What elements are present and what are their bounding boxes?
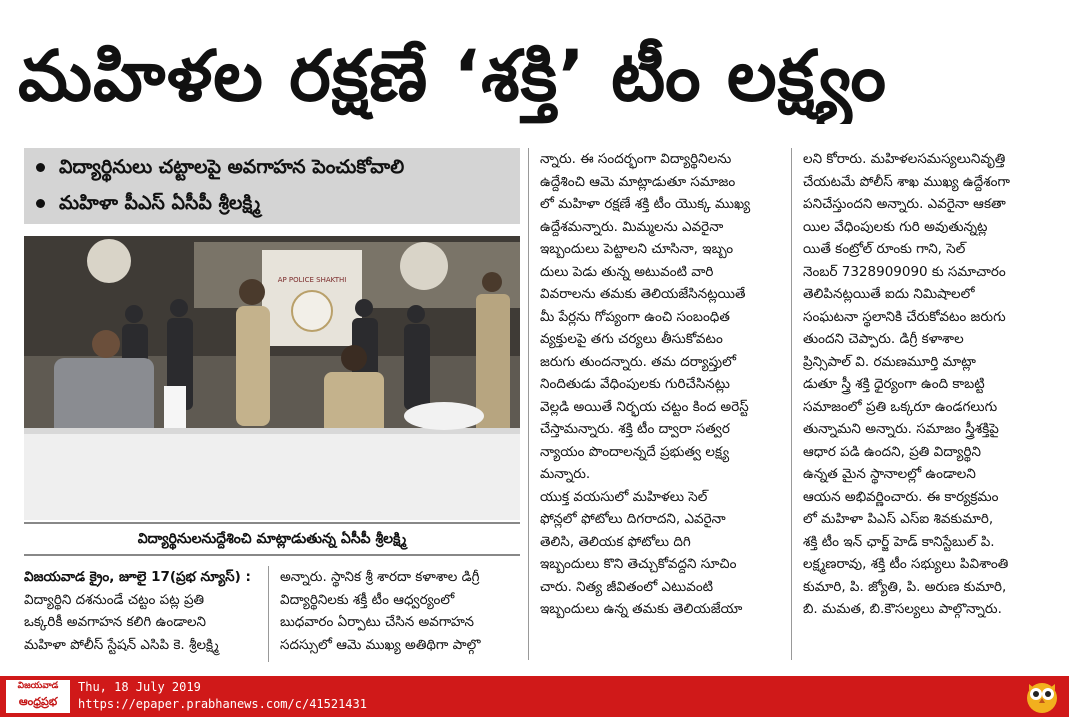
newspaper-logo[interactable] bbox=[6, 680, 70, 713]
article-line: యిల వేధింపులకు గురి అవుతున్నట్ల bbox=[803, 218, 988, 235]
article-line: డుతూ స్త్రీ శక్తి ధైర్యంగా ఉంది కాబట్టి bbox=[803, 376, 985, 392]
article-line: దులు పెడు తున్న అటువంటి వారి bbox=[540, 263, 714, 280]
article-line: వ్యక్తులపై తగు చర్యలు తీసుకోవటం bbox=[540, 331, 723, 347]
article-line: బి. మమత, బి.కౌసల్యలు పాల్గొన్నారు. bbox=[803, 601, 1002, 617]
subhead-text: మహిళా పీఎస్ ఏసీపీ శ్రీలక్ష్మి bbox=[59, 192, 261, 214]
article-line: లో మహిళా రక్షణే శక్తి టీం యొక్క ముఖ్య bbox=[540, 196, 751, 212]
bullet-dot-icon bbox=[36, 199, 45, 208]
article-line: అన్నారు. స్థానిక శ్రీ శారదా కళాశాల డిగ్రీ bbox=[280, 569, 480, 585]
edition-date: Thu, 18 July 2019 bbox=[78, 680, 201, 694]
article-column bbox=[803, 148, 1047, 660]
article-line: సదస్సులో ఆమె ముఖ్య అతిథిగా పాల్గొ bbox=[280, 636, 481, 653]
article-line: సంఘటనా స్థలానికి చేరుకోవటం జరుగు bbox=[803, 308, 1006, 325]
article-line: మన్నారు. bbox=[540, 466, 591, 482]
article-line: మీ పేర్లను గోప్యంగా ఉంచి సంబంధిత bbox=[540, 308, 730, 325]
headline: మహిళల రక్షణే ‘శక్తి’ టీం లక్ష్యం bbox=[18, 35, 887, 117]
logo-title: ఆంధ్రప్రభ bbox=[18, 695, 58, 708]
subhead-bullet bbox=[24, 186, 520, 220]
article-line: ఆయన అభివర్ణించారు. ఈ కార్యక్రమం bbox=[803, 488, 999, 505]
owl-icon[interactable] bbox=[1025, 678, 1059, 714]
article-line: నెంబర్ 7328909090 కు సమాచారం bbox=[803, 263, 1006, 280]
article-line: విద్యార్థిని దశనుండే చట్టం పట్ల ప్రతి bbox=[24, 591, 205, 608]
article-line: ఉన్నత మైన స్థానాలల్లో ఉండాలని bbox=[803, 466, 976, 482]
article-column bbox=[24, 566, 260, 662]
article-line: విద్యార్థినిలకు శక్తీ టీం ఆధ్వర్యంలో bbox=[280, 591, 455, 608]
article-line: న్యాయం పొందాలన్నదే ప్రభుత్వ లక్ష్య bbox=[540, 443, 730, 460]
article-line: తెలిసి, తెలియక ఫోటోలు దిగి bbox=[540, 533, 691, 550]
article-line: వివరాలను తమకు తెలియజేసినట్లయితే bbox=[540, 286, 746, 302]
epaper-footer bbox=[0, 676, 1069, 717]
article-line: నిందితుడు వేధింపులకు గురిచేసినట్లు bbox=[540, 376, 730, 392]
article-line: ఇబ్బందులు ఉన్న తమకు తెలియజేయా bbox=[540, 601, 743, 617]
article-line: బుధవారం ఏర్పాటు చేసిన అవగాహన bbox=[280, 614, 474, 630]
article-line: ఆధార పడి ఉందని, ప్రతి విద్యార్థిని bbox=[803, 443, 981, 460]
article-line: న్నారు. ఈ సందర్భంగా విద్యార్థినిలను bbox=[540, 151, 732, 167]
article-line: చారు. నిత్య జీవితంలో ఎటువంటి bbox=[540, 578, 714, 595]
article-line: ఇబ్బందులు కొని తెచ్చుకోవద్దని సూచిం bbox=[540, 556, 737, 572]
subhead-bullet bbox=[24, 150, 520, 184]
article-line: తుందని చెప్పారు. డిగ్రీ కళాశాల bbox=[803, 331, 964, 347]
article-line: ఒక్కరికీ అవగాహన కలిగి ఉండాలని bbox=[24, 614, 207, 630]
photo-caption: విద్యార్థినులనుద్దేశించి మాట్లాడుతున్న ఏసీపీ శ్రీలక్ష్మి bbox=[24, 522, 520, 556]
banner-text: AP POLICE SHAKTHI bbox=[277, 276, 347, 284]
article-line: యితే కంట్రోల్ రూంకు గాని, సెల్ bbox=[803, 241, 966, 257]
article-column bbox=[280, 566, 520, 662]
photo-illustration bbox=[24, 236, 520, 520]
subhead-box bbox=[24, 148, 520, 224]
subhead-text: విద్యార్థినులు చట్టాలపై అవగాహన పెంచుకోవాలి bbox=[59, 156, 405, 178]
article-line: జరుగు తుందన్నారు. తమ దర్యాప్తులో bbox=[540, 353, 736, 370]
article-line: ఉద్దేశమన్నారు. మిమ్మలను ఎవరైనా bbox=[540, 218, 724, 235]
article-line: మహిళా పోలీస్ స్టేషన్ ఎసిపి కె. శ్రీలక్ష్మి bbox=[24, 636, 219, 653]
article-line: శక్తి టీం ఇన్ ఛార్జ్ హెడ్ కానిస్టేబుల్ పి. bbox=[803, 533, 995, 550]
article-line: సమాజంలో ప్రతి ఒక్కరూ ఉండగలుగు bbox=[803, 398, 998, 415]
article-line: తెలిపినట్లయితే ఐదు నిమిషాలలో bbox=[803, 286, 975, 302]
article-line: యుక్త వయసులో మహిళలు సెల్ bbox=[540, 488, 708, 505]
clip-url[interactable]: https://epaper.prabhanews.com/c/41521431 bbox=[78, 697, 367, 711]
article-line: చేయటమే పోలీస్ శాఖ ముఖ్య ఉద్దేశంగా bbox=[803, 173, 1010, 190]
article-line: ప్రిన్సిపాల్ వి. రమణమూర్తి మాట్లా bbox=[803, 353, 976, 370]
article-line: చేస్తామన్నారు. శక్తి టీం ద్వారా సత్వర bbox=[540, 421, 730, 437]
article-line: కుమారి, పి. జ్యోతి, పి. అరుణ కుమారి, bbox=[803, 578, 1007, 595]
article-line: లని కోరారు. మహిళలసమస్యలునివృత్తి bbox=[803, 151, 1006, 167]
column-divider bbox=[268, 566, 269, 662]
column-divider bbox=[791, 148, 792, 660]
article-line: తున్నామని అన్నారు. సమాజం స్త్రీశక్తిపై bbox=[803, 421, 999, 437]
article-line: ఇబ్బందులు పెట్టాలని చూసినా, ఇబ్బం bbox=[540, 241, 734, 257]
article-line: ఫోన్లలో ఫోటోలు దిగరాదని, ఎవరైనా bbox=[540, 511, 726, 527]
article-line: ఉద్దేశించి ఆమె మాట్లాడుతూ సమాజం bbox=[540, 173, 736, 190]
article-line: వెల్లడి అయితే నిర్భయ చట్టం కింద అరెస్ట్ bbox=[540, 398, 749, 415]
column-divider bbox=[528, 148, 529, 660]
article-line: లక్ష్మణరావు, శక్తి టీం సభ్యులు పివిశాంతి bbox=[803, 556, 1009, 572]
news-photo bbox=[24, 236, 520, 520]
article-line: పనిచేస్తుందని అన్నారు. ఎవరైనా ఆకతా bbox=[803, 196, 1006, 212]
article-line: లో మహిళా పిఎస్ ఎస్ఐ శివకుమారి, bbox=[803, 511, 994, 527]
article-column bbox=[540, 148, 780, 660]
dateline: విజయవాడ క్రైం, జూలై 17(ప్రభ న్యూస్) : bbox=[24, 569, 251, 585]
logo-edition: విజయవాడ bbox=[17, 681, 59, 691]
article-line bbox=[24, 566, 260, 589]
bullet-dot-icon bbox=[36, 163, 45, 172]
